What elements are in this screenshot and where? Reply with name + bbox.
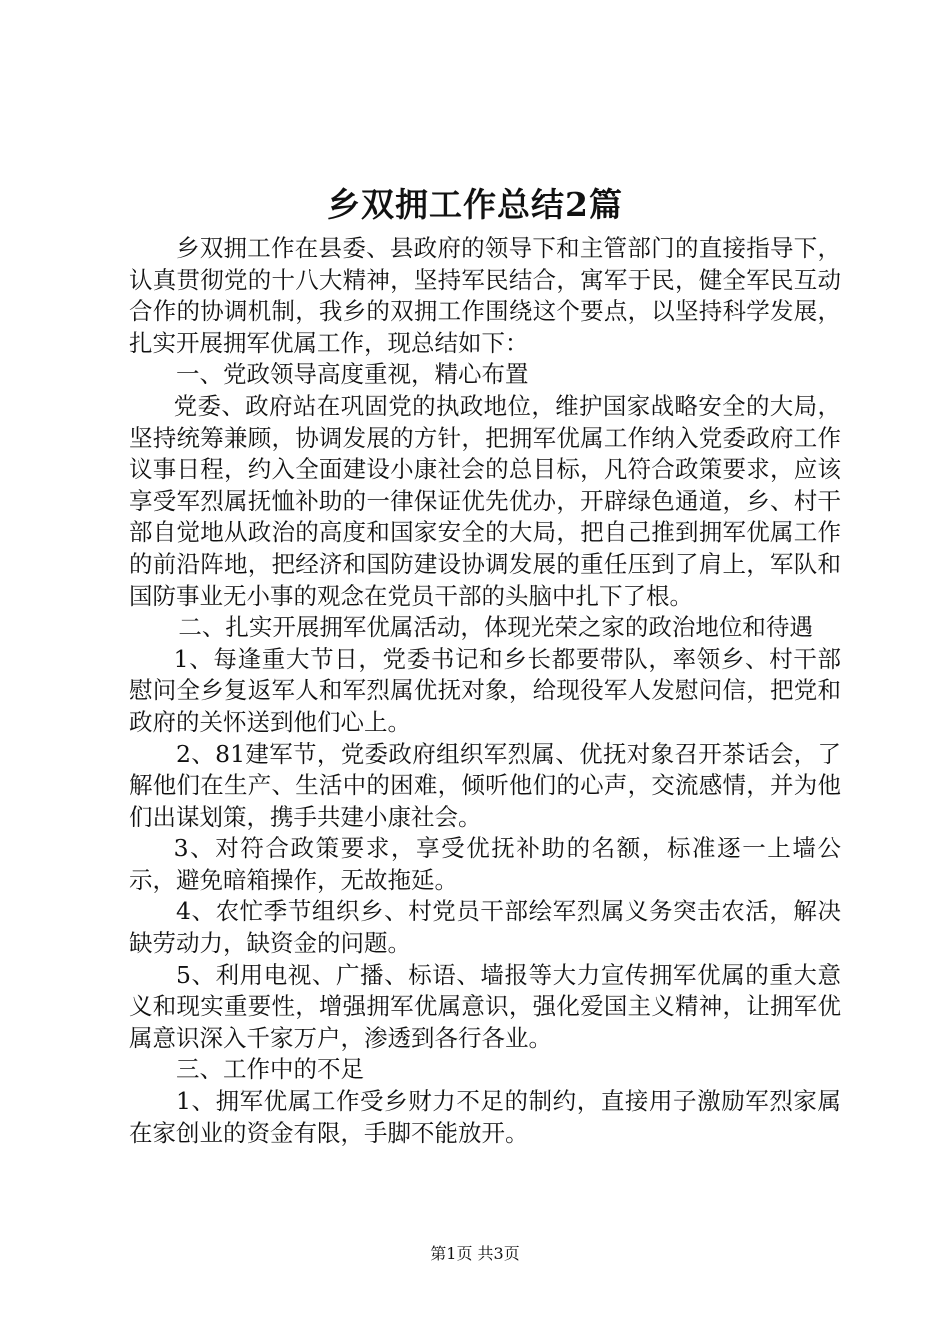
section-2-item-4: 4、农忙季节组织乡、村党员干部绘军烈属义务突击农活，解决缺劳动力，缺资金的问题。 <box>129 897 841 958</box>
section-2-item-2: 2、81建军节，党委政府组织军烈属、优抚对象召开茶话会，了解他们在生产、生活中的困难，倾听他们的心声，交流感情，并为他们出谋划策，携手共建小康社会。 <box>129 739 841 831</box>
section-heading-1: 一、党政领导高度重视，精心布置 <box>176 360 529 389</box>
document-title: 乡双拥工作总结2篇 <box>327 185 623 224</box>
section-heading-2: 二、扎实开展拥军优属活动，体现光荣之家的政治地位和待遇 <box>178 613 813 642</box>
section-heading-3: 三、工作中的不足 <box>176 1055 364 1084</box>
section-2-item-5: 5、利用电视、广播、标语、墙报等大力宣传拥军优属的重大意义和现实重要性，增强拥军优属意识，强化爱国主义精神，让拥军优属意识深入千家万户，渗透到各行各业。 <box>129 960 841 1052</box>
section-2-item-1: 1、每逢重大节日，党委书记和乡长都要带队，率领乡、村干部慰问全乡复返军人和军烈属优抚对象，给现役军人发慰问信，把党和政府的关怀送到他们心上。 <box>129 644 841 736</box>
intro-paragraph: 乡双拥工作在县委、县政府的领导下和主管部门的直接指导下，认真贯彻党的十八大精神，坚持军民结合，寓军于民，健全军民互动合作的协调机制，我乡的双拥工作围绕这个要点，以坚持科学发展，扎实开展拥军优属工作，现总结如下： <box>129 234 841 357</box>
page-footer: 第1页 共3页 <box>430 1244 520 1263</box>
section-3-item-1: 1、拥军优属工作受乡财力不足的制约，直接用子激励军烈家属在家创业的资金有限，手脚不能放开。 <box>129 1087 841 1147</box>
section-2-item-3: 3、对符合政策要求，享受优抚补助的名额，标准逐一上墙公示，避免暗箱操作，无故拖延。 <box>129 834 841 894</box>
document-body <box>129 233 841 1149</box>
section-1-paragraph: 党委、政府站在巩固党的执政地位，维护国家战略安全的大局，坚持统筹兼顾，协调发展的方针，把拥军优属工作纳入党委政府工作议事日程，约入全面建设小康社会的总目标，凡符合政策要求，应该享受军烈属抚恤补助的一律保证优先优办，开辟绿色通道，乡、村干部自觉地从政治的高度和国家安全的大局，把自己推到拥军优属工作的前沿阵地，把经济和国防建设协调发展的重任压到了肩上，军队和国防事业无小事的观念在党员干部的头脑中扎下了根。 <box>129 391 841 610</box>
